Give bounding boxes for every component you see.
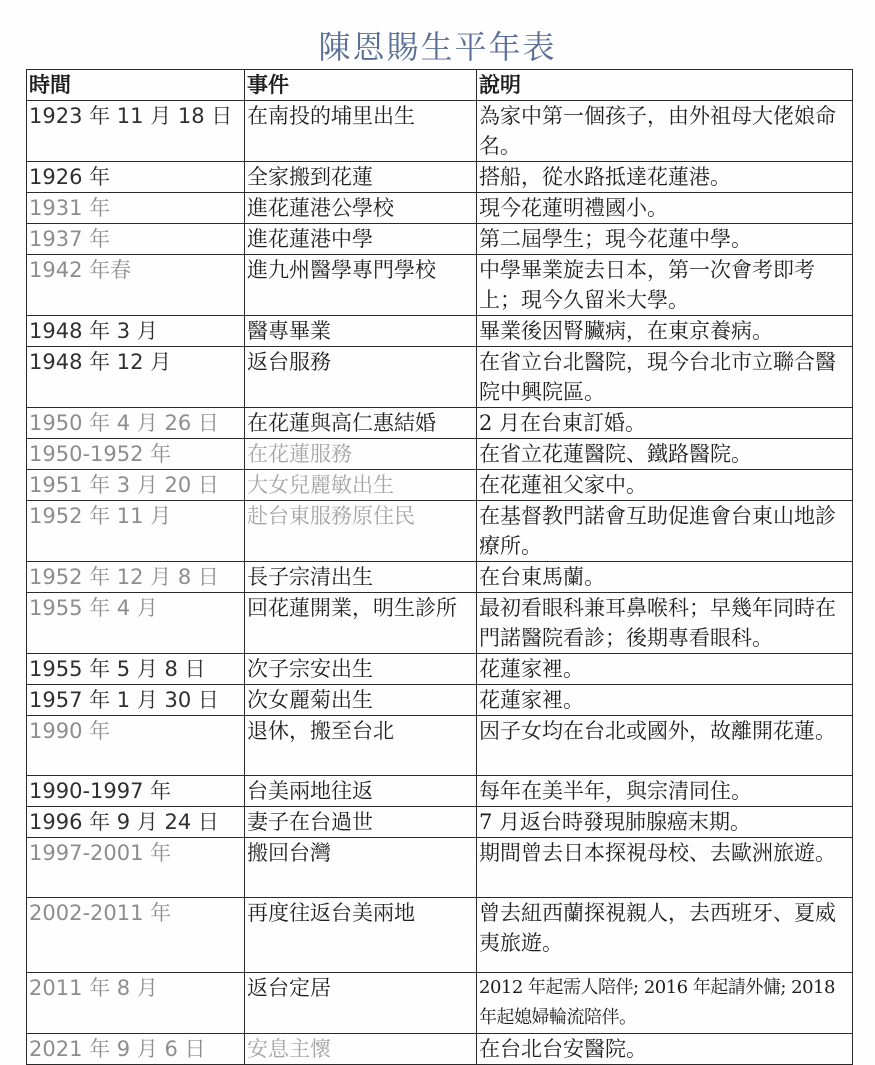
table-row	[27, 501, 853, 562]
row-event: 搬回台灣	[245, 838, 477, 898]
table-row	[27, 408, 853, 439]
row-time: 1990 年	[27, 716, 245, 776]
table-row	[27, 470, 853, 501]
table-row	[27, 316, 853, 347]
row-event: 次女麗菊出生	[245, 685, 477, 716]
row-event: 在南投的埔里出生	[245, 101, 477, 162]
row-event: 進花蓮港公學校	[245, 193, 477, 224]
row-note: 為家中第一個孩子，由外祖母大佬娘命名。	[477, 101, 853, 162]
row-event: 全家搬到花蓮	[245, 162, 477, 193]
row-note: 期間曾去日本探視母校、去歐洲旅遊。	[477, 838, 853, 898]
row-time: 1990-1997 年	[27, 776, 245, 807]
table-row	[27, 101, 853, 162]
row-event: 妻子在台過世	[245, 807, 477, 838]
row-event: 在花蓮服務	[245, 439, 477, 470]
table-row	[27, 776, 853, 807]
table-row	[27, 255, 853, 316]
row-time: 1948 年 3 月	[27, 316, 245, 347]
row-event: 在花蓮與高仁惠結婚	[245, 408, 477, 439]
row-event: 返台服務	[245, 347, 477, 408]
row-event: 長子宗清出生	[245, 562, 477, 593]
table-row	[27, 807, 853, 838]
row-note: 在省立花蓮醫院、鐵路醫院。	[477, 439, 853, 470]
page-title: 陳恩賜生平年表	[318, 28, 557, 66]
row-note: 每年在美半年，與宗清同住。	[477, 776, 853, 807]
row-event: 退休，搬至台北	[245, 716, 477, 776]
table-row	[27, 562, 853, 593]
row-time: 1955 年 5 月 8 日	[27, 654, 245, 685]
row-note: 在台北台安醫院。	[477, 1034, 853, 1065]
table-row	[27, 593, 853, 654]
row-note: 2 月在台東訂婚。	[477, 408, 853, 439]
table-row	[27, 716, 853, 776]
row-time: 1948 年 12 月	[27, 347, 245, 408]
row-time: 1950-1952 年	[27, 439, 245, 470]
row-event: 返台定居	[245, 973, 477, 1034]
table-row	[27, 439, 853, 470]
header-note: 說明	[477, 70, 853, 101]
timeline-table	[26, 69, 853, 1065]
row-time: 2021 年 9 月 6 日	[27, 1034, 245, 1065]
table-row	[27, 898, 853, 973]
table-row	[27, 347, 853, 408]
row-time: 1931 年	[27, 193, 245, 224]
row-time: 1951 年 3 月 20 日	[27, 470, 245, 501]
table-row	[27, 162, 853, 193]
row-event: 大女兒麗敏出生	[245, 470, 477, 501]
row-note: 花蓮家裡。	[477, 685, 853, 716]
table-row	[27, 1034, 853, 1065]
row-time: 1952 年 11 月	[27, 501, 245, 562]
row-note: 曾去紐西蘭探視親人，去西班牙、夏威夷旅遊。	[477, 898, 853, 973]
row-note: 7 月返台時發現肺腺癌末期。	[477, 807, 853, 838]
row-time: 1996 年 9 月 24 日	[27, 807, 245, 838]
header-event: 事件	[245, 70, 477, 101]
row-event: 再度往返台美兩地	[245, 898, 477, 973]
row-note: 在台東馬蘭。	[477, 562, 853, 593]
table-row	[27, 654, 853, 685]
row-note: 中學畢業旋去日本，第一次會考即考上；現今久留米大學。	[477, 255, 853, 316]
row-time: 1955 年 4 月	[27, 593, 245, 654]
table-row	[27, 224, 853, 255]
row-note: 在基督教門諾會互助促進會台東山地診療所。	[477, 501, 853, 562]
row-event: 安息主懷	[245, 1034, 477, 1065]
table-row	[27, 838, 853, 898]
row-time: 1923 年 11 月 18 日	[27, 101, 245, 162]
table-row	[27, 685, 853, 716]
table-header-row	[27, 70, 853, 101]
row-event: 次子宗安出生	[245, 654, 477, 685]
row-time: 1957 年 1 月 30 日	[27, 685, 245, 716]
table-row	[27, 973, 853, 1034]
row-note: 最初看眼科兼耳鼻喉科；早幾年同時在門諾醫院看診；後期專看眼科。	[477, 593, 853, 654]
row-time: 2011 年 8 月	[27, 973, 245, 1034]
row-event: 赴台東服務原住民	[245, 501, 477, 562]
row-time: 1997-2001 年	[27, 838, 245, 898]
row-time: 2002-2011 年	[27, 898, 245, 973]
row-note: 現今花蓮明禮國小。	[477, 193, 853, 224]
row-note: 在省立台北醫院，現今台北市立聯合醫院中興院區。	[477, 347, 853, 408]
row-event: 進九州醫學專門學校	[245, 255, 477, 316]
row-note: 在花蓮祖父家中。	[477, 470, 853, 501]
row-time: 1950 年 4 月 26 日	[27, 408, 245, 439]
row-note: 2012 年起需人陪伴; 2016 年起請外傭; 2018 年起媳婦輪流陪伴。	[477, 973, 853, 1034]
row-note: 搭船，從水路抵達花蓮港。	[477, 162, 853, 193]
row-event: 醫專畢業	[245, 316, 477, 347]
row-note: 畢業後因腎臟病，在東京養病。	[477, 316, 853, 347]
table-row	[27, 193, 853, 224]
row-note: 第二屆學生；現今花蓮中學。	[477, 224, 853, 255]
row-event: 台美兩地往返	[245, 776, 477, 807]
row-note: 因子女均在台北或國外，故離開花蓮。	[477, 716, 853, 776]
row-event: 進花蓮港中學	[245, 224, 477, 255]
row-time: 1942 年春	[27, 255, 245, 316]
row-time: 1926 年	[27, 162, 245, 193]
row-time: 1952 年 12 月 8 日	[27, 562, 245, 593]
row-event: 回花蓮開業，明生診所	[245, 593, 477, 654]
header-time: 時間	[27, 70, 245, 101]
row-time: 1937 年	[27, 224, 245, 255]
row-note: 花蓮家裡。	[477, 654, 853, 685]
